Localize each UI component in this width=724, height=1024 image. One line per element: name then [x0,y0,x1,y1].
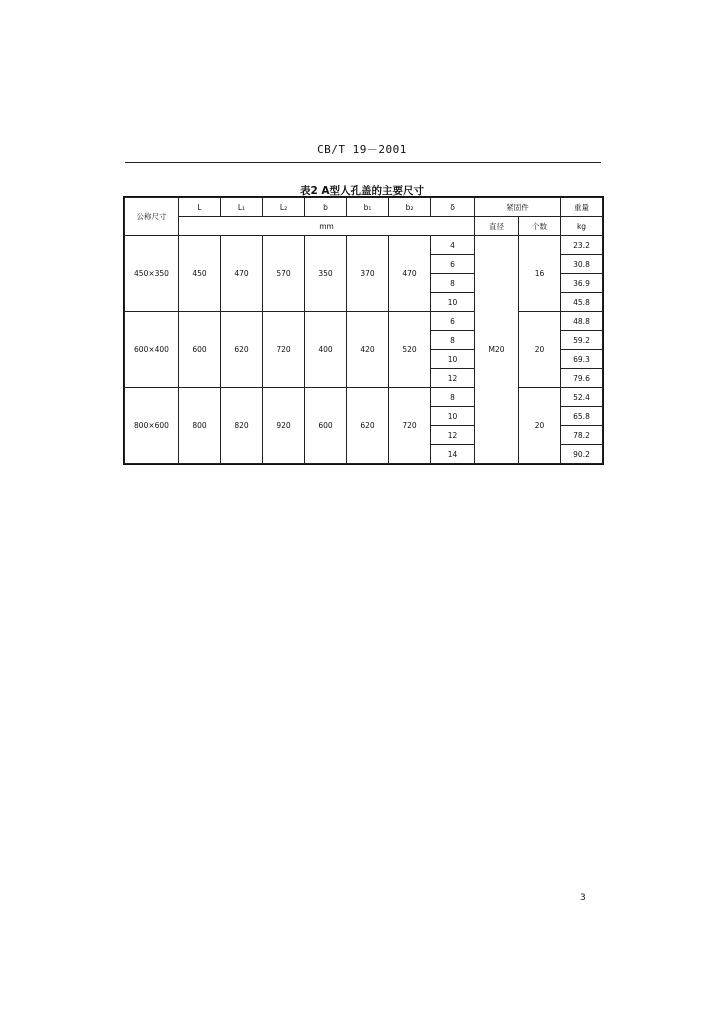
fastener-count: 16 [519,236,561,312]
dim-l1: 820 [221,388,263,464]
dim-b1: 620 [347,388,389,464]
dim-b1: 370 [347,236,389,312]
dim-l: 600 [179,312,221,388]
dim-b: 600 [305,388,347,464]
weight: 59.2 [561,331,603,350]
delta: 6 [431,312,475,331]
delta: 8 [431,331,475,350]
delta: 12 [431,426,475,445]
dim-b: 350 [305,236,347,312]
table-row [125,236,603,255]
delta: 4 [431,236,475,255]
delta: 8 [431,388,475,407]
header-col-delta: δ [431,198,475,217]
header-col-l1: L₁ [221,198,263,217]
delta: 12 [431,369,475,388]
dim-b2: 470 [389,236,431,312]
dim-b2: 720 [389,388,431,464]
delta: 10 [431,407,475,426]
weight: 52.4 [561,388,603,407]
delta: 10 [431,350,475,369]
dim-b2: 520 [389,312,431,388]
delta: 14 [431,445,475,464]
weight: 90.2 [561,445,603,464]
weight: 36.9 [561,274,603,293]
header-col-l: L [179,198,221,217]
dim-l: 800 [179,388,221,464]
header-unit-mm: mm [179,217,475,236]
weight: 69.3 [561,350,603,369]
fastener-count: 20 [519,388,561,464]
dim-l: 450 [179,236,221,312]
page-number: 3 [580,893,586,903]
delta: 8 [431,274,475,293]
header-col-l2: L₂ [263,198,305,217]
dim-l1: 470 [221,236,263,312]
header-col-b2: b₂ [389,198,431,217]
header-col-b: b [305,198,347,217]
header-count: 个数 [519,217,561,236]
weight: 45.8 [561,293,603,312]
dim-l1: 620 [221,312,263,388]
header-diameter: 直径 [475,217,519,236]
nominal-size: 600×400 [125,312,179,388]
nominal-size: 450×350 [125,236,179,312]
header-rule [125,162,601,163]
table-row [125,388,603,407]
weight: 78.2 [561,426,603,445]
dimension-table [124,197,603,464]
header-fastener: 紧固件 [475,198,561,217]
header-col-b1: b₁ [347,198,389,217]
weight: 48.8 [561,312,603,331]
dim-l2: 720 [263,312,305,388]
weight: 30.8 [561,255,603,274]
weight: 23.2 [561,236,603,255]
standard-code: CB/T 19－2001 [317,143,407,156]
nominal-size: 800×600 [125,388,179,464]
delta: 10 [431,293,475,312]
fastener-count: 20 [519,312,561,388]
dim-b1: 420 [347,312,389,388]
header-nominal-size: 公称尺寸 [125,198,179,236]
fastener-diameter: M20 [475,236,519,464]
header-weight: 重量 [561,198,603,217]
weight: 65.8 [561,407,603,426]
weight: 79.6 [561,369,603,388]
dim-l2: 920 [263,388,305,464]
table-title: 表2 A型人孔盖的主要尺寸 [299,185,425,197]
delta: 6 [431,255,475,274]
header-unit-kg: kg [561,217,603,236]
dim-l2: 570 [263,236,305,312]
dim-b: 400 [305,312,347,388]
table-row [125,312,603,331]
